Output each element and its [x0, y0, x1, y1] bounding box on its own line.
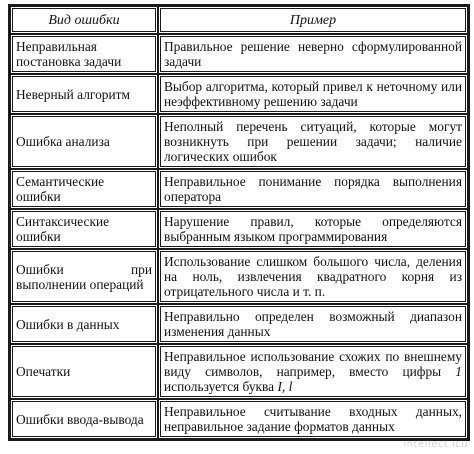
example-text: используется буква	[164, 379, 278, 394]
table-row	[10, 249, 468, 304]
watermark: intellect.icu	[403, 439, 468, 450]
error-type-cell: Ошибки ввода-вывода	[10, 399, 158, 439]
table-row	[10, 209, 468, 249]
table-row	[10, 399, 468, 439]
error-type-cell: Семантические ошибки	[10, 169, 158, 209]
error-type-cell: Ошибки при выполнении операций	[10, 249, 158, 304]
example-cell: Неполный перечень ситуаций, которые могут возникнуть при решении задачи; наличие логических ошибок	[158, 114, 468, 169]
error-type-cell: Неправильная постановка задачи	[10, 34, 158, 74]
header-error-type: Вид ошибки	[10, 6, 158, 34]
error-type-cell: Ошибка анализа	[10, 114, 158, 169]
table-header-row	[10, 6, 468, 34]
example-letters: I, l	[277, 379, 293, 394]
example-cell: Неправильное понимание порядка выполнения оператора	[158, 169, 468, 209]
header-example: Пример	[158, 6, 468, 34]
error-types-table	[8, 4, 470, 441]
example-cell: Выбор алгоритма, который привел к неточному или неэффективному решению задачи	[158, 74, 468, 114]
table-row	[10, 304, 468, 344]
example-cell	[158, 344, 468, 399]
table-row	[10, 344, 468, 399]
error-type-cell: Опечатки	[10, 344, 158, 399]
table-row	[10, 114, 468, 169]
example-digit: 1	[455, 364, 462, 379]
error-type-cell: Ошибки в данных	[10, 304, 158, 344]
example-text: Неправильное использование схожих по внешнему виду символов, например, вместо цифры	[164, 349, 462, 379]
table-row	[10, 74, 468, 114]
error-type-cell: Синтаксические ошибки	[10, 209, 158, 249]
example-cell: Неправильно определен возможный диапазон изменения данных	[158, 304, 468, 344]
example-cell: Использование слишком большого числа, деления на ноль, извлечения квадратного корня из отрицательного числа и т. п.	[158, 249, 468, 304]
example-cell: Нарушение правил, которые определяются выбранным языком программирования	[158, 209, 468, 249]
error-type-cell: Неверный алгоритм	[10, 74, 158, 114]
table-row	[10, 169, 468, 209]
example-cell: Правильное решение неверно сформулированной задачи	[158, 34, 468, 74]
table-row	[10, 34, 468, 74]
example-cell: Неправильное считывание входных данных, неправильное задание форматов данных	[158, 399, 468, 439]
